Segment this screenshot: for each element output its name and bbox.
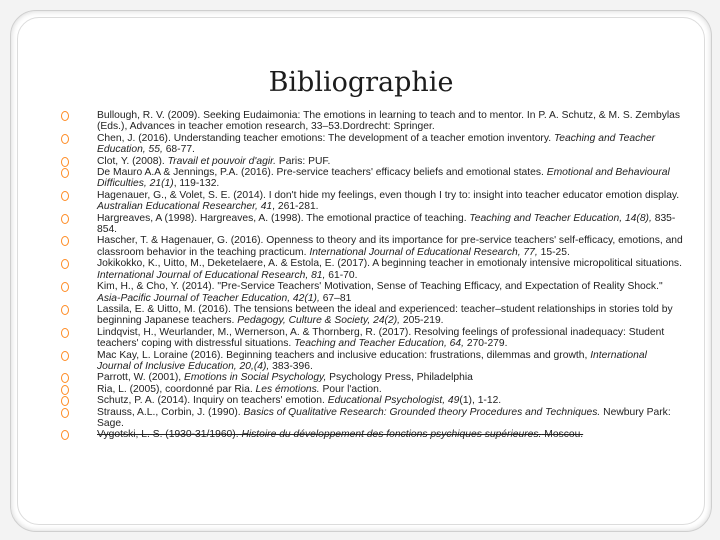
reference-text: Bullough, R. V. (2009). Seeking Eudaimonia: The emotions in learning to teach and to mentor. In P. A. Schutz, & M. S. Zembylas (Eds.), Advances in teacher emotion research, 33–53.Dordrecht: Springer. bbox=[97, 110, 681, 133]
reference-text: De Mauro A.A & Jennings, P.A. (2016). Pre-service teachers' efficacy beliefs and emotional states. bbox=[97, 167, 547, 179]
reference-text: Jokikokko, K., Uitto, M., Deketelaere, A. & Estola, E. (2017). A beginning teacher in emotionaly intensive micropolitical situations. bbox=[97, 258, 682, 270]
reference-text: Mac Kay, L. Loraine (2016). Beginning teachers and inclusive education: frustrations, dilemmas and growth, bbox=[97, 349, 591, 361]
reference-text: , 119-132. bbox=[173, 178, 220, 190]
reference-text: Hascher, T. & Hagenauer, G. (2016). Openness to theory and its importance for pre-service teachers' self-efficacy, emotions, and classroom behavior in the teaching practicum. bbox=[97, 235, 683, 258]
reference-text: (1), 1-12. bbox=[459, 395, 502, 407]
bullet-icon bbox=[61, 214, 69, 224]
bib-item bbox=[61, 327, 683, 350]
bib-item bbox=[61, 407, 683, 430]
reference-source: Histoire du développement des fonctions psychiques supérieures. bbox=[241, 429, 542, 441]
bib-item bbox=[61, 429, 683, 440]
bullet-icon bbox=[61, 351, 69, 361]
slide-title: Bibliographie bbox=[268, 67, 454, 98]
reference-text: , 261-281. bbox=[272, 201, 319, 213]
reference-source: Teaching and Teacher Education, 64, bbox=[294, 338, 464, 350]
reference-text: 68-77. bbox=[162, 144, 195, 156]
reference-text: Vygotski, L. S. (1930-31/1960). bbox=[97, 429, 242, 441]
reference-source: Emotional and Behavioural Difficulties, 21(1) bbox=[97, 167, 670, 190]
bullet-icon bbox=[61, 259, 69, 269]
reference-text: 270-279. bbox=[463, 338, 508, 350]
bullet-icon bbox=[61, 236, 69, 246]
bullet-icon bbox=[61, 373, 69, 383]
bib-item bbox=[61, 167, 683, 190]
reference-text: Paris: PUF. bbox=[276, 155, 331, 167]
bib-item bbox=[61, 372, 683, 383]
bullet-icon bbox=[61, 191, 69, 201]
reference-source: Travail et pouvoir d'agir. bbox=[167, 155, 277, 167]
reference-source: Pedagogy, Culture & Society, 24(2), bbox=[237, 315, 401, 327]
reference-source: Asia-Pacific Journal of Teacher Education, 42(1), bbox=[97, 292, 320, 304]
reference-source: Australian Educational Researcher, 41 bbox=[97, 201, 273, 213]
reference-source: International Journal of Educational Research, 77, bbox=[309, 246, 538, 258]
reference-text: 67–81 bbox=[319, 292, 352, 304]
reference-text: Strauss, A.L., Corbin, J. (1990). bbox=[97, 406, 244, 418]
bullet-icon bbox=[61, 111, 69, 121]
bib-item bbox=[61, 395, 683, 406]
bib-item bbox=[61, 350, 683, 373]
reference-source: Basics of Qualitative Research: Grounded theory Procedures and Techniques. bbox=[243, 406, 601, 418]
bullet-icon bbox=[61, 385, 69, 395]
reference-source: Teaching and Teacher Education, 55, bbox=[97, 132, 656, 156]
bib-item bbox=[61, 213, 683, 236]
reference-text: Lassila, E. & Uitto, M. (2016). The tensions between the ideal and experienced: teacher–student relationships in stories told by beginning Japanese teachers. bbox=[97, 303, 673, 327]
bullet-icon bbox=[61, 328, 69, 338]
reference-text: Schutz, P. A. (2014). Inquiry on teachers' emotion. bbox=[97, 395, 328, 407]
reference-text: 383-396. bbox=[269, 360, 313, 372]
bullet-icon bbox=[61, 157, 69, 167]
bullet-icon bbox=[61, 430, 69, 440]
bib-item bbox=[61, 281, 683, 304]
reference-source: Emotions in Social Psychology, bbox=[183, 372, 327, 384]
reference-source: Teaching and Teacher Education, 14(8), bbox=[469, 212, 652, 224]
reference-source: International Journal of Educational Research, 81, bbox=[97, 269, 326, 281]
bib-item bbox=[61, 384, 683, 395]
reference-text: 205-219. bbox=[400, 315, 444, 327]
reference-text: Newbury Park: Sage. bbox=[97, 406, 671, 429]
reference-text: Moscou. bbox=[541, 429, 584, 441]
reference-text: Kim, H., & Cho, Y. (2014). "Pre-Service Teachers' Motivation, Sense of Teaching Efficacy, and Expectation of Reality Shock." bbox=[97, 281, 663, 293]
bib-item bbox=[61, 156, 683, 167]
bullet-icon bbox=[61, 408, 69, 418]
bullet-icon bbox=[61, 396, 69, 406]
reference-source: Les émotions. bbox=[255, 383, 320, 395]
bullet-icon bbox=[61, 282, 69, 292]
reference-text: Pour l'action. bbox=[319, 383, 382, 395]
reference-text: Chen, J. (2016). Understanding teacher emotions: The development of a teacher emotion inventory. bbox=[97, 132, 554, 144]
reference-text: Lindqvist, H., Weurlander, M., Wernerson, A. & Thornberg, R. (2017). Resolving feelings of professional inadequacy: Student teachers' coping with distressful situations. bbox=[97, 326, 665, 350]
reference-text: Psychology Press, Philadelphia bbox=[326, 372, 473, 384]
reference-text: 61-70. bbox=[325, 269, 358, 281]
bullet-icon bbox=[61, 134, 69, 144]
bib-item bbox=[61, 235, 683, 258]
reference-text: 15-25. bbox=[537, 246, 570, 258]
bullet-icon bbox=[61, 168, 69, 178]
bib-item bbox=[61, 190, 683, 213]
reference-text: Parrott, W. (2001), bbox=[97, 372, 184, 384]
bib-item bbox=[61, 110, 683, 133]
reference-text: Ria, L. (2005), coordonné par Ria. bbox=[97, 383, 256, 395]
bib-item bbox=[61, 258, 683, 281]
reference-source: International Journal of Inclusive Education, 20,(4), bbox=[97, 349, 647, 372]
reference-text: Clot, Y. (2008). bbox=[97, 155, 168, 167]
reference-text: Hagenauer, G., & Volet, S. E. (2014). I don't hide my feelings, even though I try to: insight into teacher educator emotion display. bbox=[97, 189, 680, 201]
reference-text: 835-854. bbox=[97, 212, 676, 236]
reference-source: Educational Psychologist, 49 bbox=[327, 395, 460, 407]
bib-item bbox=[61, 304, 683, 327]
bibliography-list bbox=[61, 110, 683, 441]
slide-frame bbox=[10, 10, 712, 532]
reference-text: Hargreaves, A (1998). Hargreaves, A. (1998). The emotional practice of teaching. bbox=[97, 212, 470, 224]
bullet-icon bbox=[61, 305, 69, 315]
bib-item bbox=[61, 133, 683, 156]
